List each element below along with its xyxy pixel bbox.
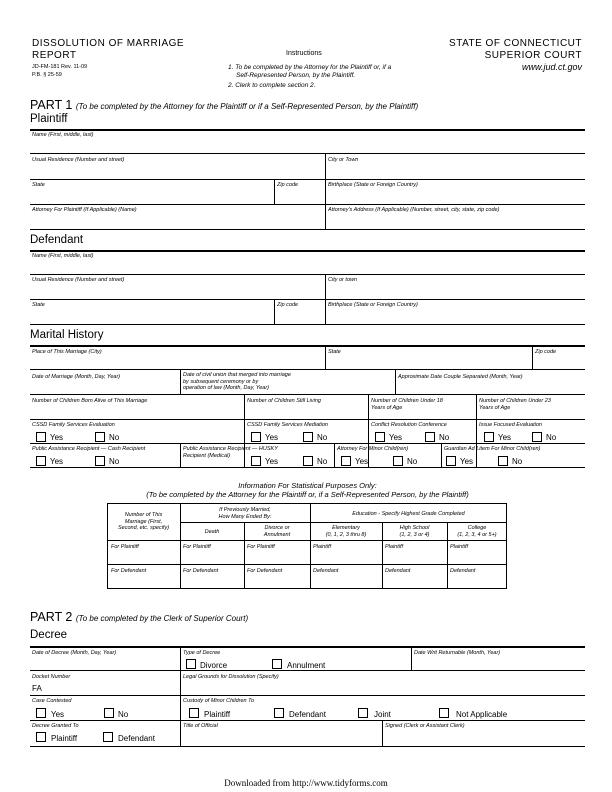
divider — [30, 153, 585, 154]
annulment-label: Annulment — [287, 661, 326, 670]
granted-plaintiff-checkbox[interactable] — [36, 732, 46, 742]
col-elementary-line1: Elementary — [332, 525, 360, 531]
divider — [476, 394, 477, 467]
part2-title: PART 2 — [30, 610, 73, 624]
divider — [107, 564, 507, 565]
row-marriage-defendant: For Defendant — [111, 568, 147, 574]
divider — [30, 746, 585, 747]
attorney-minor-label: Attorney For Minor Child(ren) — [337, 446, 409, 452]
plaintiff-attorney-label: Attorney For Plaintiff (If Applicable) (Name) — [32, 207, 137, 213]
children-under18-label — [371, 398, 443, 411]
row-high-school-plaintiff: Plaintiff — [385, 544, 404, 550]
plaintiff-birthplace-label: Birthplace (State or Foreign Country) — [328, 182, 418, 188]
custody-joint-checkbox[interactable] — [358, 708, 368, 718]
part1-title: PART 1 — [30, 98, 73, 112]
divider — [30, 274, 585, 275]
divider — [180, 522, 507, 523]
form-title-line1: DISSOLUTION OF MARRIAGE — [32, 38, 185, 49]
court-name: SUPERIOR COURT — [484, 50, 582, 61]
civil-union-label-line2: by subsequent ceremony or by — [183, 378, 259, 385]
attorney-minor-no-checkbox[interactable] — [393, 456, 403, 466]
divider — [382, 720, 383, 746]
separated-date-label: Approximate Date Couple Separated (Month, Year) — [398, 374, 523, 380]
part2-subtitle: (To be completed by the Clerk of Superior Court) — [75, 614, 249, 623]
husky-recipient-label — [183, 446, 278, 459]
plaintiff-zip-label: Zip code — [277, 182, 299, 188]
divider — [30, 250, 585, 252]
children-under18-line1: Number of Children Under 18 — [371, 398, 443, 404]
gal-yes-checkbox[interactable] — [446, 456, 456, 466]
part2-heading — [30, 610, 248, 624]
granted-plaintiff-label: Plaintiff — [51, 734, 78, 743]
cash-recipient-no-label: No — [109, 457, 120, 466]
annulment-checkbox[interactable] — [272, 659, 282, 669]
col-death: Death — [204, 529, 220, 535]
decree-granted-label: Decree Granted To — [32, 723, 79, 729]
divider — [180, 443, 181, 467]
custody-joint-label: Joint — [374, 710, 391, 719]
defendant-zip-label: Zip code — [277, 302, 299, 308]
gal-yes-label: Yes — [460, 457, 474, 466]
custody-label: Custody of Minor Children To — [183, 698, 255, 704]
footer-download-text: Downloaded from http://www.tidyforms.com — [224, 778, 388, 788]
plaintiff-attorney-address-label: Attorney's Address (If Applicable) (Number, street, city, state, zip code) — [328, 207, 500, 213]
divider — [30, 670, 585, 671]
granted-defendant-label: Defendant — [118, 734, 155, 743]
conflict-resolution-no-checkbox[interactable] — [425, 432, 435, 442]
divider — [368, 394, 369, 467]
defendant-heading: Defendant — [30, 234, 84, 246]
row-death-defendant: For Defendant — [183, 568, 219, 574]
plaintiff-city-label: City or Town — [328, 157, 359, 163]
divider — [325, 345, 326, 369]
col-divorce-line1: Divorce or — [264, 525, 290, 531]
col-marriage-number — [107, 512, 180, 532]
plaintiff-heading: Plaintiff — [30, 113, 68, 125]
granted-defendant-checkbox[interactable] — [103, 732, 113, 742]
row-elementary-defendant: Defendant — [313, 568, 339, 574]
civil-union-label — [183, 372, 291, 392]
row-divorce-defendant: For Defendant — [247, 568, 283, 574]
children-under23-line1: Number of Children Under 23 — [479, 398, 551, 404]
custody-na-label: Not Applicable — [456, 710, 508, 719]
divider — [30, 204, 585, 205]
divider — [441, 443, 442, 467]
divorce-label: Divorce — [200, 661, 228, 670]
divider — [532, 345, 533, 369]
row-marriage-plaintiff: For Plaintiff — [111, 544, 139, 550]
divider — [30, 467, 585, 468]
gal-no-label: No — [512, 457, 523, 466]
children-under23-label — [479, 398, 551, 411]
attorney-minor-yes-checkbox[interactable] — [341, 456, 351, 466]
issue-focused-yes-checkbox[interactable] — [484, 432, 494, 442]
divider — [30, 369, 585, 370]
civil-union-label-line3: operation of law (Month, Day, Year) — [183, 385, 270, 391]
custody-defendant-label: Defendant — [289, 710, 326, 719]
row-college-plaintiff: Plaintiff — [450, 544, 469, 550]
fss-evaluation-no-label: No — [109, 433, 120, 442]
husky-recipient-line2: Recipient (Medical) — [183, 452, 231, 459]
marital-history-heading: Marital History — [30, 329, 104, 341]
plaintiff-state-label: State — [32, 182, 45, 188]
divider — [180, 369, 181, 394]
col-previously-married — [180, 507, 310, 520]
marriage-zip-label: Zip code — [535, 349, 557, 355]
husky-recipient-line1: Public Assistance Recipient — HUSKY — [183, 446, 278, 452]
attorney-minor-no-label: No — [407, 457, 418, 466]
col-marriage-number-line1: Number of This — [124, 512, 163, 518]
statistical-title: Information For Statistical Purposes Only: — [238, 481, 377, 490]
defendant-birthplace-label: Birthplace (State or Foreign Country) — [328, 302, 418, 308]
custody-plaintiff-checkbox[interactable] — [189, 708, 199, 718]
fss-evaluation-yes-checkbox[interactable] — [36, 432, 46, 442]
row-death-plaintiff: For Plaintiff — [183, 544, 211, 550]
col-high-school — [382, 525, 447, 538]
divider — [395, 369, 396, 394]
divider — [274, 299, 275, 324]
civil-union-label-line1: Date of civil union that merged into marriage — [183, 372, 291, 378]
docket-number-value[interactable]: FA — [32, 684, 42, 693]
col-elementary — [310, 525, 382, 538]
fss-mediation-yes-label: Yes — [265, 433, 279, 442]
cash-recipient-label: Public Assistance Recipient — Cash Recipient — [32, 446, 146, 452]
row-divorce-plaintiff: For Plaintiff — [247, 544, 275, 550]
fss-mediation-yes-checkbox[interactable] — [251, 432, 261, 442]
col-previously-married-line2: How Many Ended By: — [218, 513, 272, 520]
fss-mediation-label: CSSD Family Services Mediation — [247, 422, 328, 428]
children-living-label: Number of Children Still Living — [247, 398, 321, 404]
custody-defendant-checkbox[interactable] — [274, 708, 284, 718]
divider — [30, 229, 585, 230]
state-name: STATE OF CONNECTICUT — [449, 38, 582, 49]
col-divorce-line2: Annulment — [263, 531, 291, 538]
children-under18-line2: Years of Age — [371, 404, 403, 411]
divider — [30, 443, 585, 444]
col-high-school-line2: (1, 2, 3 or 4) — [399, 531, 430, 538]
plaintiff-residence-label: Usual Residence (Number and street) — [32, 157, 125, 163]
divider — [411, 646, 412, 670]
instruction-2: 2. Clerk to complete section 2. — [228, 82, 316, 89]
children-under23-line2: Years of Age — [479, 404, 511, 411]
official-title-label: Title of Official — [183, 723, 218, 729]
case-contested-label: Case Contested — [32, 698, 72, 704]
issue-focused-no-checkbox[interactable] — [532, 432, 542, 442]
marriage-state-label: State — [328, 349, 341, 355]
divider — [107, 540, 507, 541]
form-title-line2: REPORT — [32, 50, 77, 61]
col-college-line2: (1, 2, 3, 4 or 5+) — [457, 531, 497, 538]
children-born-label: Number of Children Born Alive of This Marriage — [32, 398, 148, 404]
husky-no-checkbox[interactable] — [303, 456, 313, 466]
divider — [325, 153, 326, 229]
row-college-defendant: Defendant — [450, 568, 476, 574]
legal-grounds-label: Legal Grounds for Dissolution (Specify) — [183, 674, 279, 680]
divider — [180, 646, 181, 746]
issue-focused-yes-label: Yes — [498, 433, 512, 442]
husky-yes-label: Yes — [265, 457, 279, 466]
divorce-checkbox[interactable] — [186, 659, 196, 669]
attorney-minor-yes-label: Yes — [355, 457, 369, 466]
contested-no-checkbox[interactable] — [104, 708, 114, 718]
contested-yes-checkbox[interactable] — [36, 708, 46, 718]
husky-yes-checkbox[interactable] — [251, 456, 261, 466]
custody-na-checkbox[interactable] — [439, 708, 449, 718]
statistical-subtitle: (To be completed by the Attorney for the Plaintiff or, if a Self-Represented Person, by the Plaintiff) — [146, 490, 469, 499]
part1-heading — [30, 98, 418, 112]
cash-recipient-yes-checkbox[interactable] — [36, 456, 46, 466]
instruction-1-cont: Self-Represented Person, by the Plaintiff. — [236, 72, 356, 79]
divider — [30, 646, 585, 648]
contested-no-label: No — [118, 710, 129, 719]
issue-focused-no-label: No — [546, 433, 557, 442]
divider — [274, 179, 275, 204]
defendant-city-label: City or town — [328, 277, 358, 283]
marriage-place-label: Place of This Marriage (City) — [32, 349, 102, 355]
col-marriage-number-line2: Marriage (First, — [124, 518, 163, 525]
decree-type-label: Type of Decree — [183, 650, 221, 656]
conflict-resolution-label: Conflict Resolution Conference — [371, 422, 447, 428]
row-high-school-defendant: Defendant — [385, 568, 411, 574]
gal-label: Guardian Ad Litem For Minor Child(ren) — [444, 446, 541, 452]
conflict-resolution-yes-label: Yes — [389, 433, 403, 442]
instructions-title: Instructions — [286, 50, 322, 57]
contested-yes-label: Yes — [51, 710, 65, 719]
col-previously-married-line1: If Previously Married, — [219, 507, 271, 513]
col-elementary-line2: (0, 1, 2, 3 thru 8) — [325, 531, 367, 538]
decree-heading: Decree — [30, 629, 68, 641]
fss-mediation-no-label: No — [317, 433, 328, 442]
marriage-date-label: Date of Marriage (Month, Day, Year) — [32, 374, 121, 380]
divider — [30, 394, 585, 395]
clerk-signature-label: Signed (Clerk or Assistant Clerk) — [385, 723, 465, 729]
divider — [30, 419, 585, 420]
fss-mediation-no-checkbox[interactable] — [303, 432, 313, 442]
form-number: JD-FM-181 Rev. 11-09 — [32, 64, 88, 70]
fss-evaluation-no-checkbox[interactable] — [95, 432, 105, 442]
decree-date-label: Date of Decree (Month, Day, Year) — [32, 650, 117, 656]
divider — [30, 299, 585, 300]
cash-recipient-no-checkbox[interactable] — [95, 456, 105, 466]
plaintiff-name-label: Name (First, middle, last) — [32, 132, 94, 138]
divider — [334, 443, 335, 467]
gal-no-checkbox[interactable] — [498, 456, 508, 466]
divider — [30, 179, 585, 180]
fss-evaluation-label: CSSD Family Services Evaluation — [32, 422, 115, 428]
defendant-name-label: Name (First, middle, last) — [32, 253, 94, 259]
statute-reference: P.B. § 25-59 — [32, 72, 62, 78]
conflict-resolution-no-label: No — [439, 433, 450, 442]
husky-no-label: No — [317, 457, 328, 466]
court-website: www.jud.ct.gov — [521, 62, 582, 72]
fss-evaluation-yes-label: Yes — [50, 433, 64, 442]
divider — [30, 324, 585, 325]
conflict-resolution-yes-checkbox[interactable] — [375, 432, 385, 442]
divider — [30, 695, 585, 696]
issue-focused-label: Issue Focused Evaluation — [479, 422, 542, 428]
row-elementary-plaintiff: Plaintiff — [313, 544, 332, 550]
defendant-state-label: State — [32, 302, 45, 308]
part1-subtitle: (To be completed by the Attorney for the Plaintiff or if a Self-Represented Person, by the Plaintiff) — [75, 102, 419, 111]
docket-number-label: Docket Number — [32, 674, 71, 680]
cash-recipient-yes-label: Yes — [50, 457, 64, 466]
divider — [30, 129, 585, 131]
col-marriage-number-line3: Second, etc. specify) — [117, 525, 170, 531]
col-college-line1: College — [467, 525, 487, 531]
divider — [30, 345, 585, 347]
col-divorce — [244, 525, 310, 538]
col-college — [447, 525, 507, 538]
divider — [30, 720, 585, 721]
custody-plaintiff-label: Plaintiff — [204, 710, 231, 719]
instruction-1: 1. To be completed by the Attorney for the Plaintiff or, if a — [228, 64, 392, 71]
col-high-school-line1: High School — [399, 525, 430, 531]
col-education: Education - Specify Highest Grade Completed — [352, 511, 465, 517]
writ-returnable-label: Date Writ Returnable (Month, Year) — [414, 650, 501, 656]
defendant-residence-label: Usual Residence (Number and street) — [32, 277, 125, 283]
